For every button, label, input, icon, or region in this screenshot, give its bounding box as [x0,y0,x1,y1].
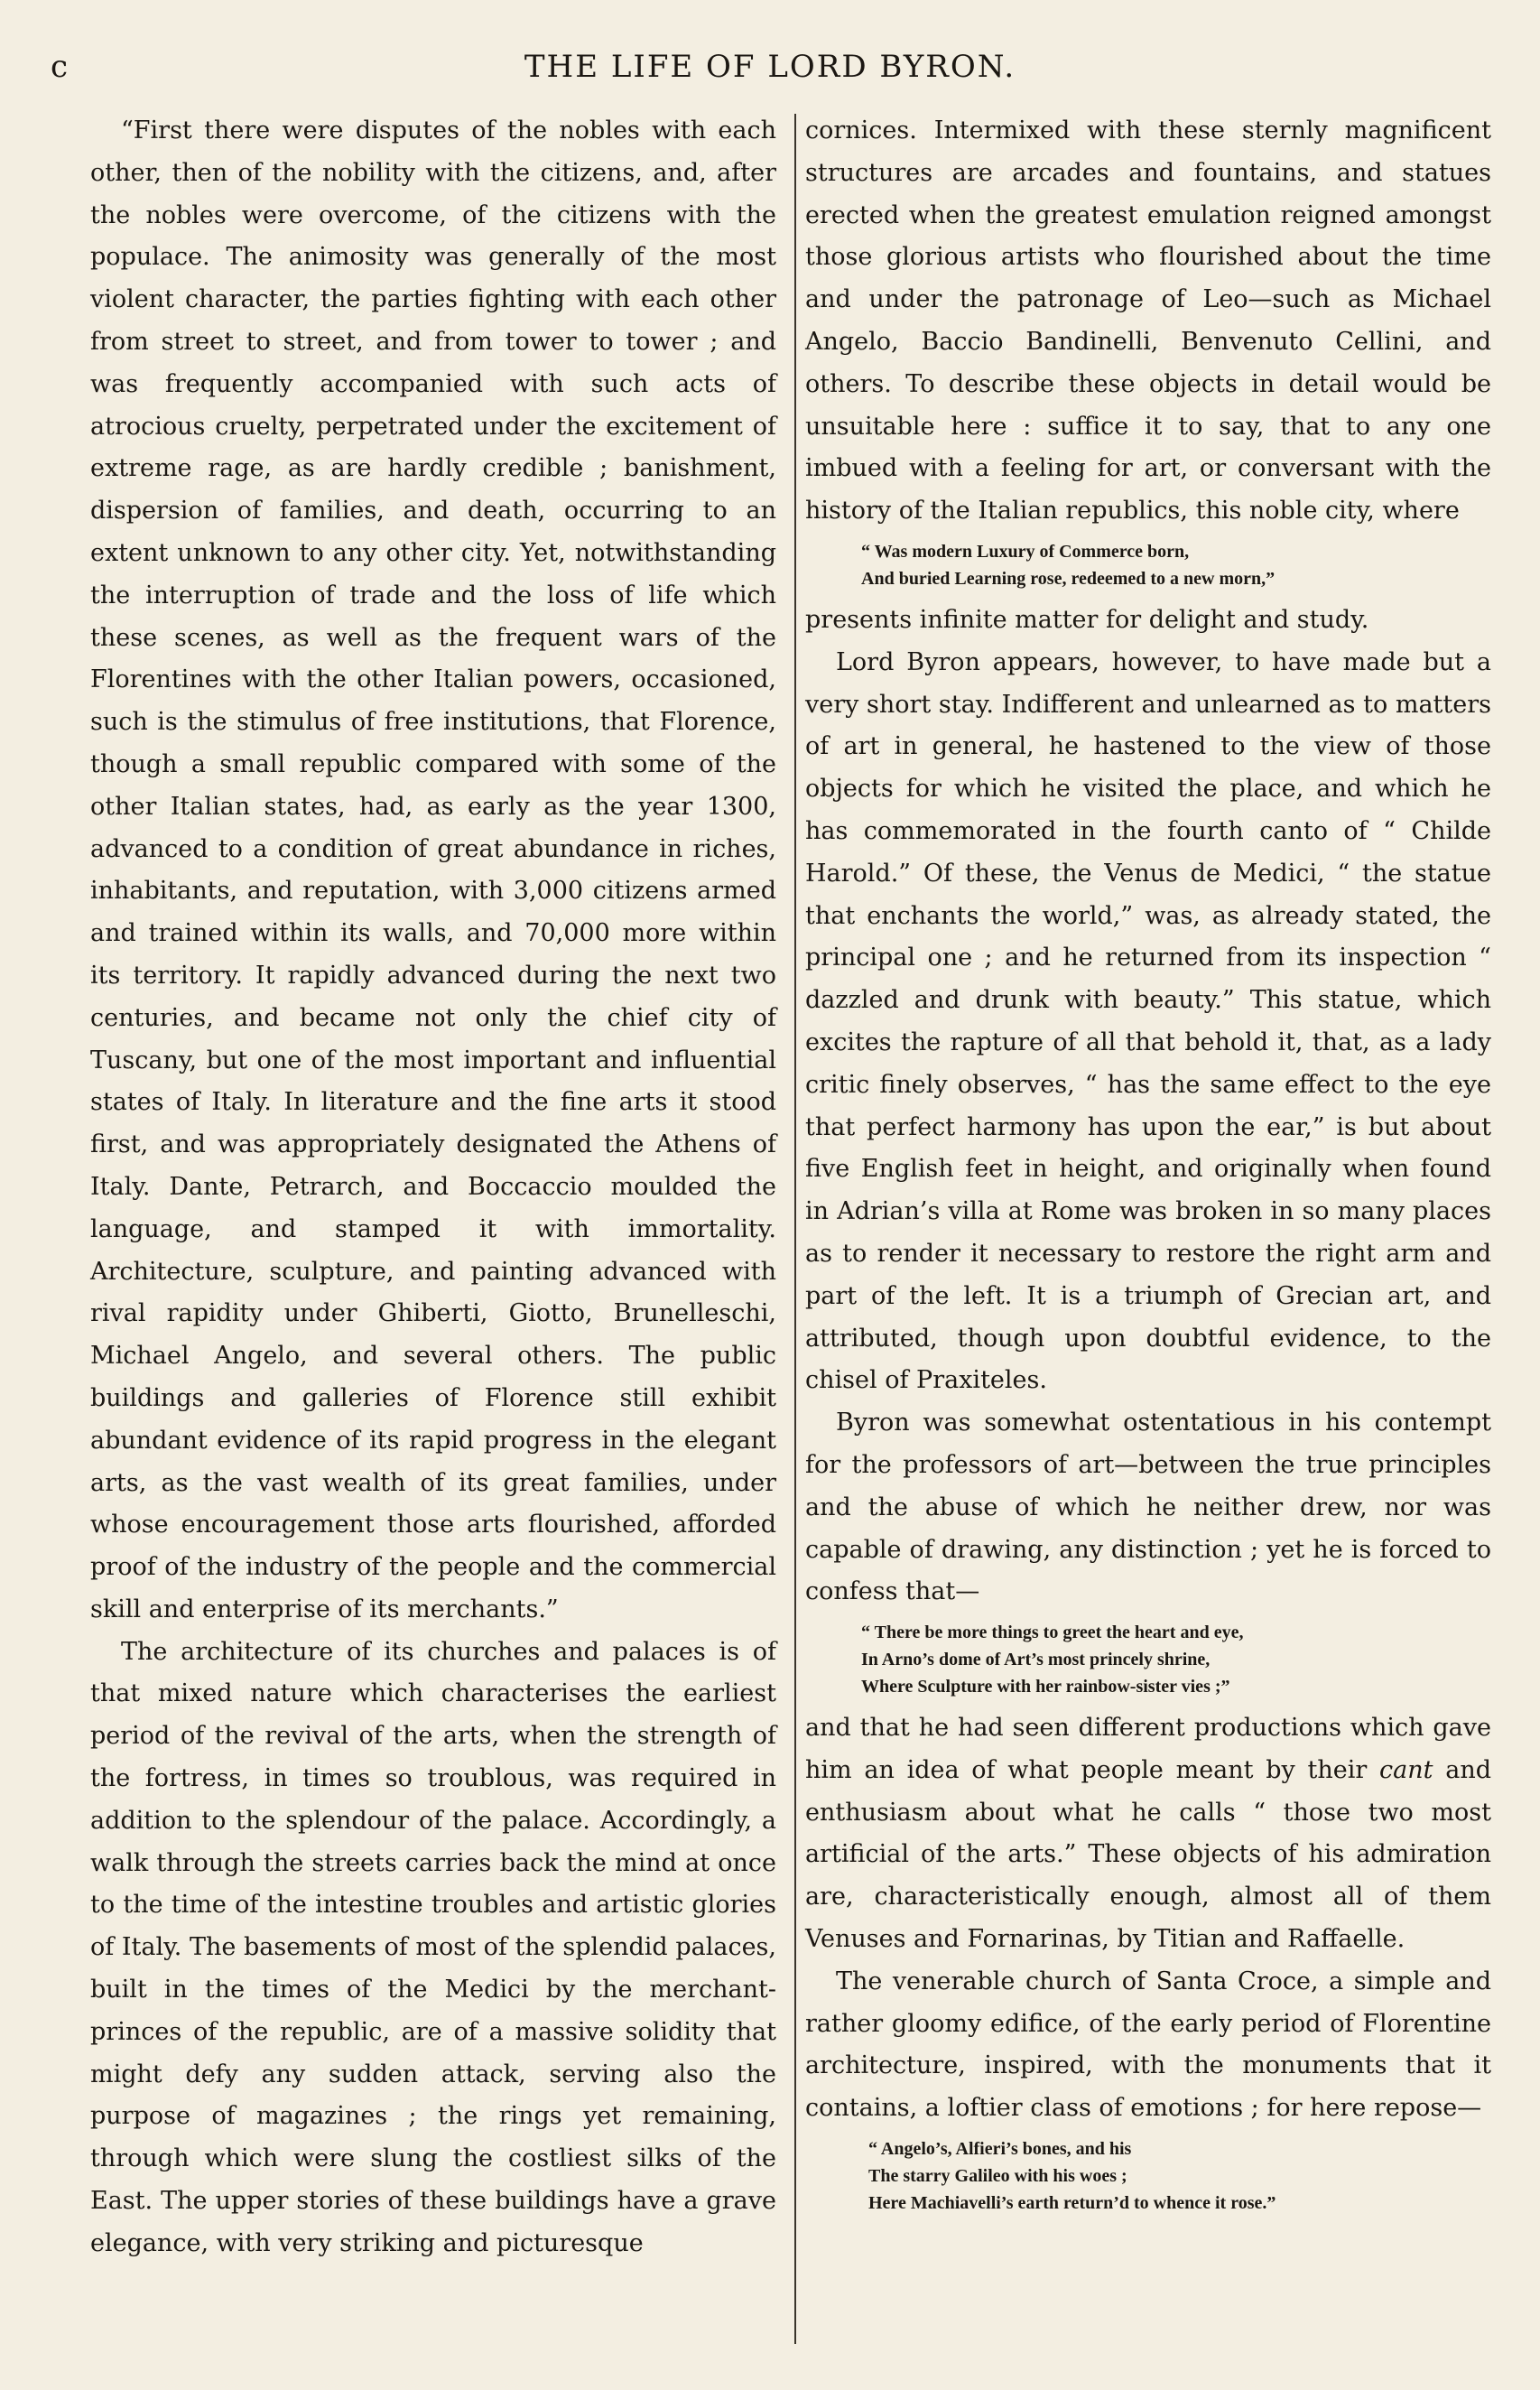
verse-line: Here Machiavelli’s earth return’d to whence it rose.” [868,2193,1276,2214]
page-number: c [51,49,70,85]
verse-line: Where Sculpture with her rainbow-sister vies ;” [861,1677,1230,1697]
running-head: THE LIFE OF LORD BYRON. [524,49,1016,85]
verse-line: And buried Learning rose, redeemed to a new morn,” [861,568,1276,589]
verse-quotation [805,538,1491,592]
body-paragraph: presents infinite matter for delight and study. [805,605,1369,634]
verse-line: The starry Galileo with his woes ; [868,2166,1127,2187]
italic-word: cant [1379,1755,1433,1784]
verse-quotation [805,1619,1491,1700]
body-paragraph: Byron was somewhat ostentatious in his contempt for the professors of art—between the true principles and the abuse of which he neither drew, nor was capable of drawing, any distinction ; yet he is forced to confess that— [805,1409,1491,1606]
verse-line: In Arno’s dome of Art’s most princely shrine, [861,1650,1211,1670]
verse-line: “ Angelo’s, Alfieri’s bones, and his [868,2139,1132,2160]
body-paragraph: The architecture of its churches and palaces is of that mixed nature which characterises the earliest period of the revival of the arts, when the strength of the fortress, in times so troublous, was required in addition to the splendour of the palace. Accordingly, a walk through the streets carries back the mind at once to the time of the intestine troubles and artistic glories of Italy. The basements of most of the splendid palaces, built in the times of the Medici by the merchant-princes of the republic, are of a massive solidity that might defy any sudden attack, serving also the purpose of magazines ; the rings yet remaining, through which were slung the costliest silks of the East. The upper stories of these buildings have a grave elegance, with very striking and picturesque [90,1637,776,2257]
body-paragraph: “First there were disputes of the nobles with each other, then of the nobility with the citizens, and, after the nobles were overcome, of the citizens with the populace. The animosity was generally of the most violent character, the parties fighting with each other from street to street, and from tower to tower ; and was frequently accompanied with such acts of atrocious cruelty, perpetrated under the excitement of extreme rage, as are hardly credible ; banishment, dispersion of families, and death, occurring to an extent unknown to any other city. Yet, notwithstanding the interruption of trade and the loss of life which these scenes, as well as the frequent wars of the Florentines with the other Italian powers, occasioned, such is the stimulus of free institutions, that Florence, though a small republic compared with some of the other Italian states, had, as early as the year 1300, advanced to a condition of great abundance in riches, inhabitants, and reputation, with 3,000 citizens armed and trained within its walls, and 70,000 more within its territory. It rapidly advanced during the next two centuries, and became not only the chief city of Tuscany, but one of the most important and influential states of Italy. In literature and the fine arts it stood first, and was appropriately designated the Athens of Italy. Dante, Petrarch, and Boccaccio moulded the language, and stamped it with immortality. Architecture, sculpture, and painting advanced with rival rapidity under Ghiberti, Giotto, Brunelleschi, Michael Angelo, and several others. The public buildings and galleries of Florence still exhibit abundant evidence of its rapid progress in the elegant arts, as the vast wealth of its great families, under whose encouragement those arts flourished, afforded proof of the industry of the people and the commercial skill and enterprise of its merchants.” [90,116,776,1623]
body-paragraph: cornices. Intermixed with these sternly magnificent structures are arcades and fountains, and statues erected when the greatest emulation reigned amongst those glorious artists who flourished about the time and under the patronage of Leo—such as Michael Angelo, Baccio Bandinelli, Benvenuto Cellini, and others. To describe these objects in detail would be unsuitable here : suffice it to say, that to any one imbued with a feeling for art, or conversant with the history of the Italian republics, this noble city, where [805,116,1491,525]
body-paragraph: The venerable church of Santa Croce, a simple and rather gloomy edifice, of the early period of Florentine architecture, inspired, with the monuments that it contains, a loftier class of emotions ; for here repose— [805,1967,1491,2123]
body-paragraph: Lord Byron appears, however, to have made but a very short stay. Indifferent and unlearned as to matters of art in general, he hastened to the view of those objects for which he visited the place, and which he has commemorated in the fourth canto of “ Childe Harold.” Of these, the Venus de Medici, “ the statue that enchants the world,” was, as already stated, the principal one ; and he returned from its inspection “ dazzled and drunk with beauty.” This statue, which excites the rapture of all that behold it, that, as a lady critic finely observes, “ has the same effect to the eye that perfect harmony has upon the ear,” is but about five English feet in height, and originally when found in Adrian’s villa at Rome was broken in so many places as to render it necessary to restore the right arm and part of the left. It is a triumph of Grecian art, and attributed, though upon doubtful evidence, to the chisel of Praxiteles. [805,647,1491,1395]
verse-line: “ There be more things to greet the heart and eye, [861,1623,1244,1643]
text-run: and enthusiasm about what he calls “ those two most artificial of the arts.” These objects of his admiration are, characteristically enough, almost all of them Venuses and Fornarinas, by Titian and Raffaelle. [805,1755,1491,1954]
verse-quotation [805,2135,1491,2217]
left-column [90,110,776,2265]
text-run: and that he had seen different productions which gave him an idea of what people meant by their [805,1714,1491,1784]
body-paragraph [805,1707,1491,1961]
verse-line: “ Was modern Luxury of Commerce born, [861,541,1190,562]
column-divider [794,114,796,2344]
right-column [805,110,1491,2224]
